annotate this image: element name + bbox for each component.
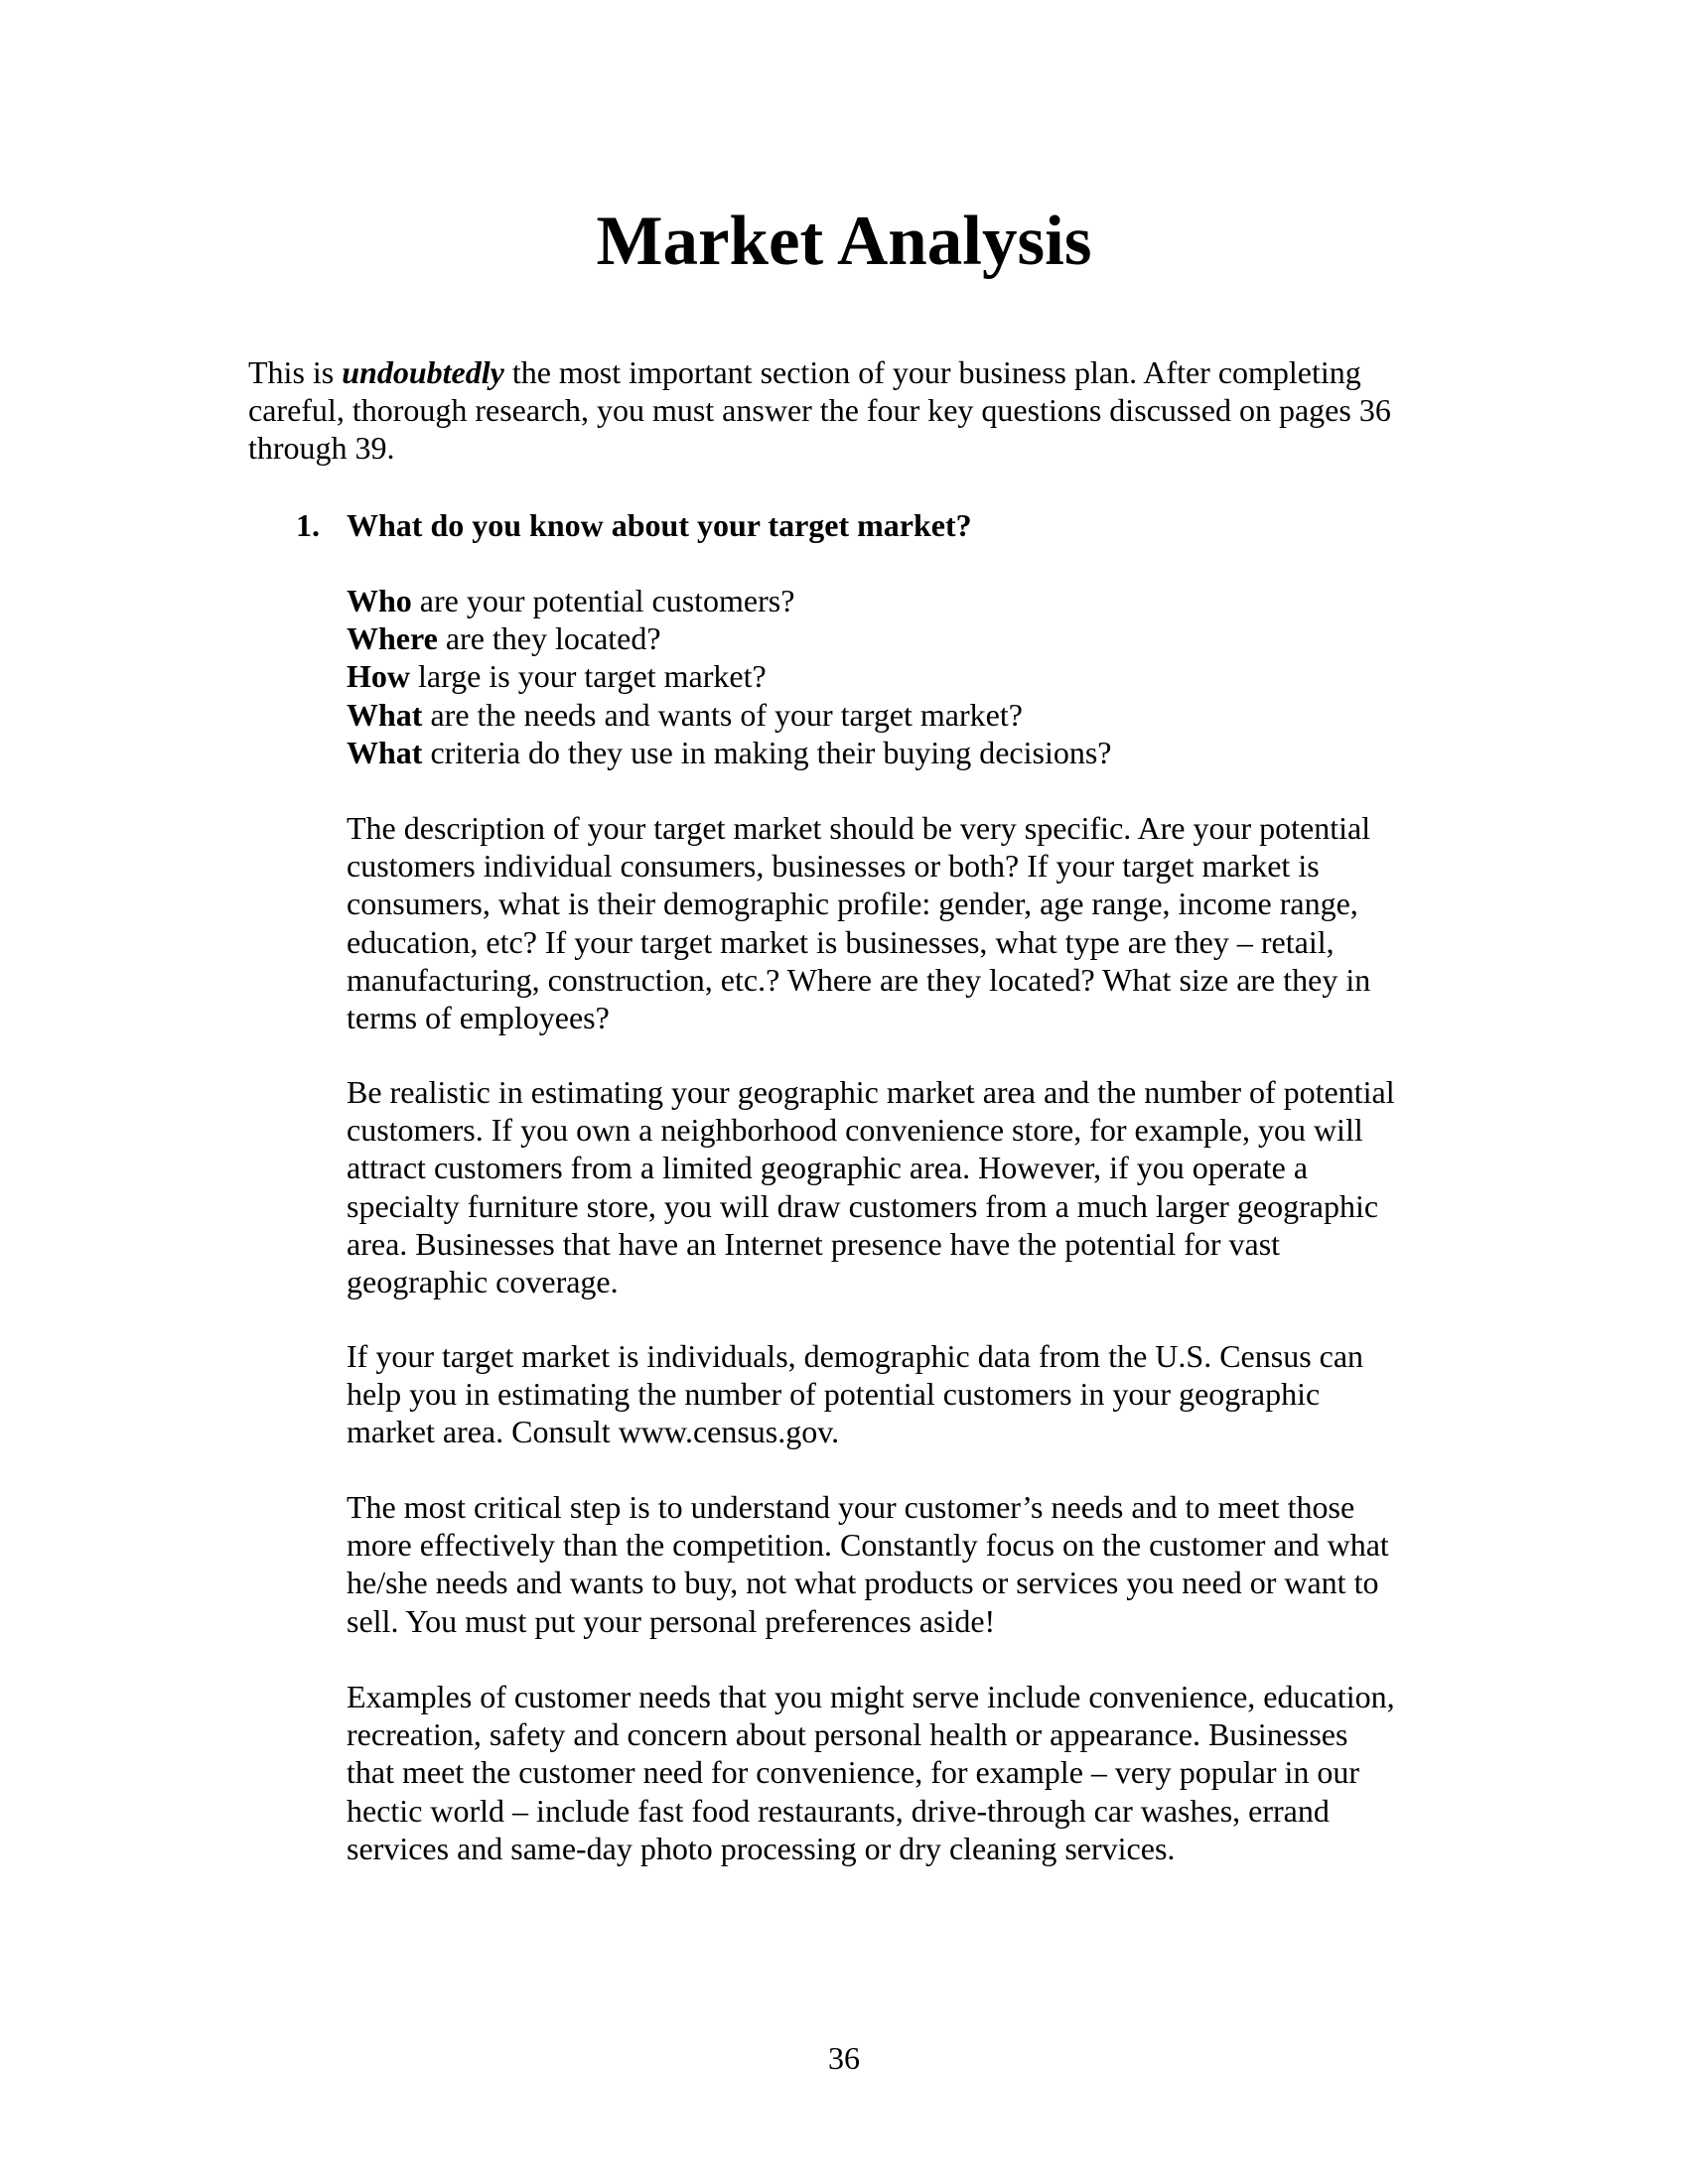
key-question-text: are the needs and wants of your target market?	[422, 696, 1023, 733]
paragraph-geographic-area	[347, 1073, 1459, 1300]
paragraph-line: education, etc? If your target market is businesses, what type are they – retail,	[347, 923, 1335, 960]
paragraph-line: consumers, what is their demographic profile: gender, age range, income range,	[347, 886, 1358, 922]
question-number: 1.	[296, 507, 320, 543]
question-text: What do you know about your target market?	[347, 507, 972, 543]
intro-line3: through 39.	[248, 430, 395, 466]
paragraph-line: that meet the customer need for convenience, for example – very popular in our	[347, 1754, 1360, 1791]
key-question-text: large is your target market?	[410, 658, 767, 695]
paragraph-need-examples	[347, 1678, 1459, 1867]
paragraph-line: terms of employees?	[347, 1000, 610, 1036]
paragraph-target-market-description	[347, 809, 1459, 1036]
key-questions-list	[347, 582, 1459, 771]
question-heading	[296, 506, 1438, 544]
paragraph-line: services and same-day photo processing or dry cleaning services.	[347, 1830, 1176, 1866]
paragraph-line: manufacturing, construction, etc.? Where are they located? What size are they in	[347, 961, 1371, 998]
page-number: 36	[828, 2040, 860, 2076]
key-question	[347, 697, 1023, 733]
key-question-text: are they located?	[437, 620, 661, 657]
key-question-text: are your potential customers?	[411, 583, 795, 618]
paragraph-line: specialty furniture store, you will draw customers from a much larger geographic	[347, 1187, 1379, 1224]
page-title: Market Analysis	[596, 203, 1092, 280]
paragraph-line: Be realistic in estimating your geographic market area and the number of potential	[347, 1074, 1395, 1110]
paragraph-line: recreation, safety and concern about personal health or appearance. Businesses	[347, 1716, 1348, 1753]
key-question	[347, 658, 767, 694]
key-question-keyword: How	[347, 658, 410, 695]
paragraph-line: sell. You must put your personal preferences aside!	[347, 1602, 996, 1639]
paragraph-line: customers. If you own a neighborhood convenience store, for example, you will	[347, 1112, 1363, 1149]
intro-paragraph	[248, 353, 1450, 467]
key-question	[347, 583, 794, 618]
paragraph-census-data	[347, 1337, 1459, 1451]
key-question-keyword: Where	[347, 620, 438, 657]
intro-line2: careful, thorough research, you must answer the four key questions discussed on pages 36	[248, 392, 1391, 428]
paragraph-line: hectic world – include fast food restaurants, drive-through car washes, errand	[347, 1792, 1330, 1829]
key-question	[347, 735, 1112, 770]
paragraph-line: help you in estimating the number of potential customers in your geographic	[347, 1376, 1321, 1413]
paragraph-line: market area. Consult www.census.gov.	[347, 1414, 840, 1450]
paragraph-line: area. Businesses that have an Internet presence have the potential for vast	[347, 1225, 1281, 1262]
intro-rest-line1: the most important section of your business plan. After completing	[503, 354, 1361, 390]
key-question-keyword: Who	[347, 583, 412, 618]
paragraph-line: attract customers from a limited geographic area. However, if you operate a	[347, 1150, 1309, 1186]
key-question-text: criteria do they use in making their buying decisions?	[422, 734, 1112, 770]
key-question-keyword: What	[347, 734, 423, 770]
paragraph-line: more effectively than the competition. Constantly focus on the customer and what	[347, 1527, 1389, 1564]
paragraph-line: The description of your target market should be very specific. Are your potential	[347, 810, 1371, 846]
key-question	[347, 620, 661, 656]
paragraph-customer-needs	[347, 1488, 1459, 1640]
paragraph-line: customers individual consumers, businesses or both? If your target market is	[347, 848, 1320, 885]
intro-emphasis: undoubtedly	[342, 354, 504, 390]
key-question-keyword: What	[347, 696, 423, 733]
paragraph-line: geographic coverage.	[347, 1264, 619, 1300]
intro-lead: This is	[248, 354, 343, 390]
paragraph-line: The most critical step is to understand your customer’s needs and to meet those	[347, 1489, 1355, 1525]
paragraph-line: he/she needs and wants to buy, not what products or services you need or want to	[347, 1565, 1379, 1601]
paragraph-line: Examples of customer needs that you might serve include convenience, education,	[347, 1679, 1395, 1714]
paragraph-line: If your target market is individuals, demographic data from the U.S. Census can	[347, 1338, 1364, 1374]
